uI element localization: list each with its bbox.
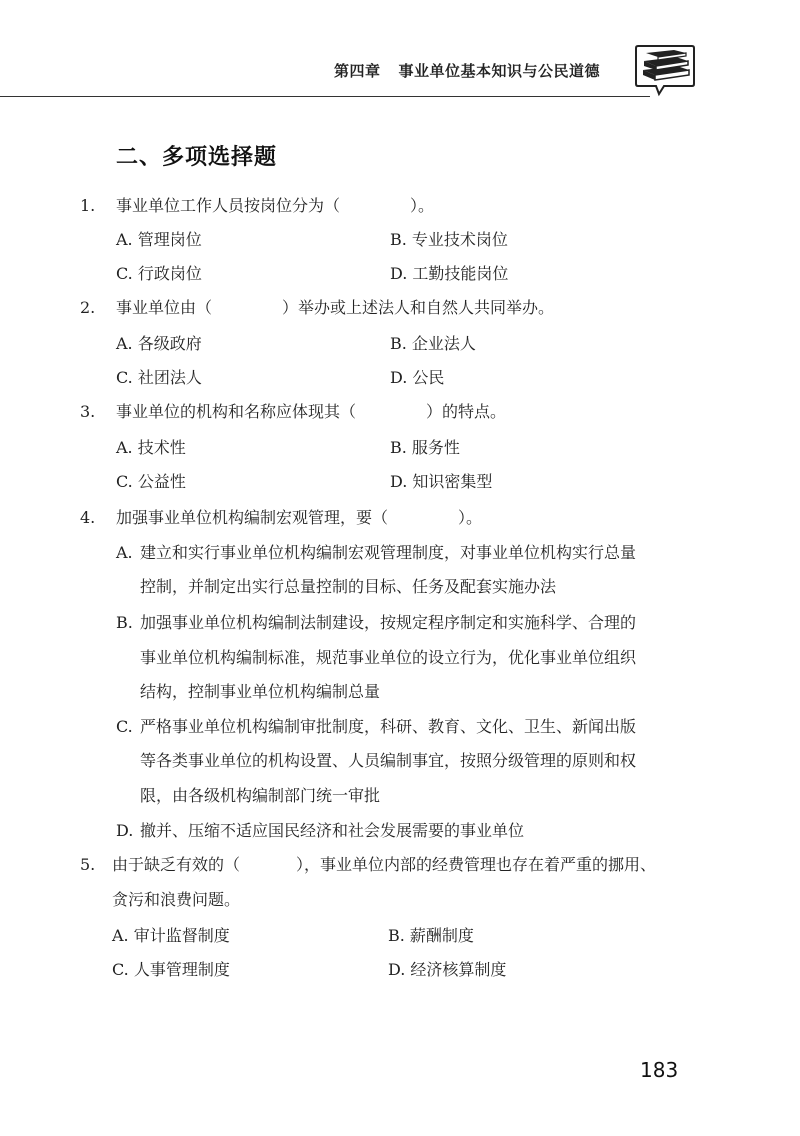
option-label: B. [116, 613, 133, 632]
question-stem: 事业单位的机构和名称应体现其（ ）的特点。 [116, 402, 507, 421]
option-c: C. 社团法人 [116, 368, 202, 387]
option-a: A. 技术性 [116, 438, 186, 457]
question-stem: 事业单位由（ ）举办或上述法人和自然人共同举办。 [116, 298, 555, 317]
option-b: B. 薪酬制度 [388, 926, 474, 945]
question-number: 5. [80, 855, 96, 874]
section-title: 二、多项选择题 [116, 145, 278, 170]
question-number: 4. [80, 508, 96, 527]
option-text-line: 限，由各级机构编制部门统一审批 [140, 786, 381, 805]
option-d: D. 工勤技能岗位 [390, 264, 509, 283]
option-text-line: 事业单位机构编制标准，规范事业单位的设立行为，优化事业单位组织 [140, 648, 637, 667]
option-a: A. 审计监督制度 [112, 926, 230, 945]
option-c: C. 公益性 [116, 472, 186, 491]
option-text-line: 建立和实行事业单位机构编制宏观管理制度，对事业单位机构实行总量 [140, 543, 637, 562]
option-d: D. 知识密集型 [390, 472, 493, 491]
chapter-title: 事业单位基本知识与公民道德 [398, 62, 600, 80]
option-b: B. 专业技术岗位 [390, 230, 508, 249]
option-a: A. 管理岗位 [116, 230, 202, 249]
page-number: 183 [640, 1058, 679, 1082]
option-c: C. 行政岗位 [116, 264, 202, 283]
option-a: A. 各级政府 [116, 334, 202, 353]
question-stem: 事业单位工作人员按岗位分为（ ）。 [116, 196, 435, 215]
book-stack-icon [634, 44, 696, 102]
option-text-line: 控制，并制定出实行总量控制的目标、任务及配套实施办法 [140, 577, 557, 596]
option-text-line: 等各类事业单位的机构设置、人员编制事宜，按照分级管理的原则和权 [140, 751, 637, 770]
chapter-number: 第四章 [333, 62, 381, 80]
question-number: 1. [80, 196, 96, 215]
option-label: C. [116, 717, 133, 736]
option-c: C. 人事管理制度 [112, 960, 230, 979]
question-number: 3. [80, 402, 96, 421]
option-text-line: 撤并、压缩不适应国民经济和社会发展需要的事业单位 [140, 821, 525, 840]
option-text-line: 严格事业单位机构编制审批制度，科研、教育、文化、卫生、新闻出版 [140, 717, 637, 736]
option-text-line: 结构，控制事业单位机构编制总量 [140, 682, 381, 701]
option-d: D. 经济核算制度 [388, 960, 507, 979]
option-d: D. 公民 [390, 368, 445, 387]
option-label: D. [116, 821, 134, 840]
question-number: 2. [80, 298, 96, 317]
question-stem: 由于缺乏有效的（ ），事业单位内部的经费管理也存在着严重的挪用、 [112, 855, 657, 874]
option-label: A. [116, 543, 133, 562]
option-b: B. 企业法人 [390, 334, 476, 353]
question-stem: 加强事业单位机构编制宏观管理，要（ ）。 [116, 508, 483, 527]
option-b: B. 服务性 [390, 438, 460, 457]
header-rule [0, 96, 650, 97]
option-text-line: 加强事业单位机构编制法制建设，按规定程序制定和实施科学、合理的 [140, 613, 637, 632]
question-stem-continued: 贪污和浪费问题。 [112, 890, 241, 909]
running-header [334, 60, 600, 81]
